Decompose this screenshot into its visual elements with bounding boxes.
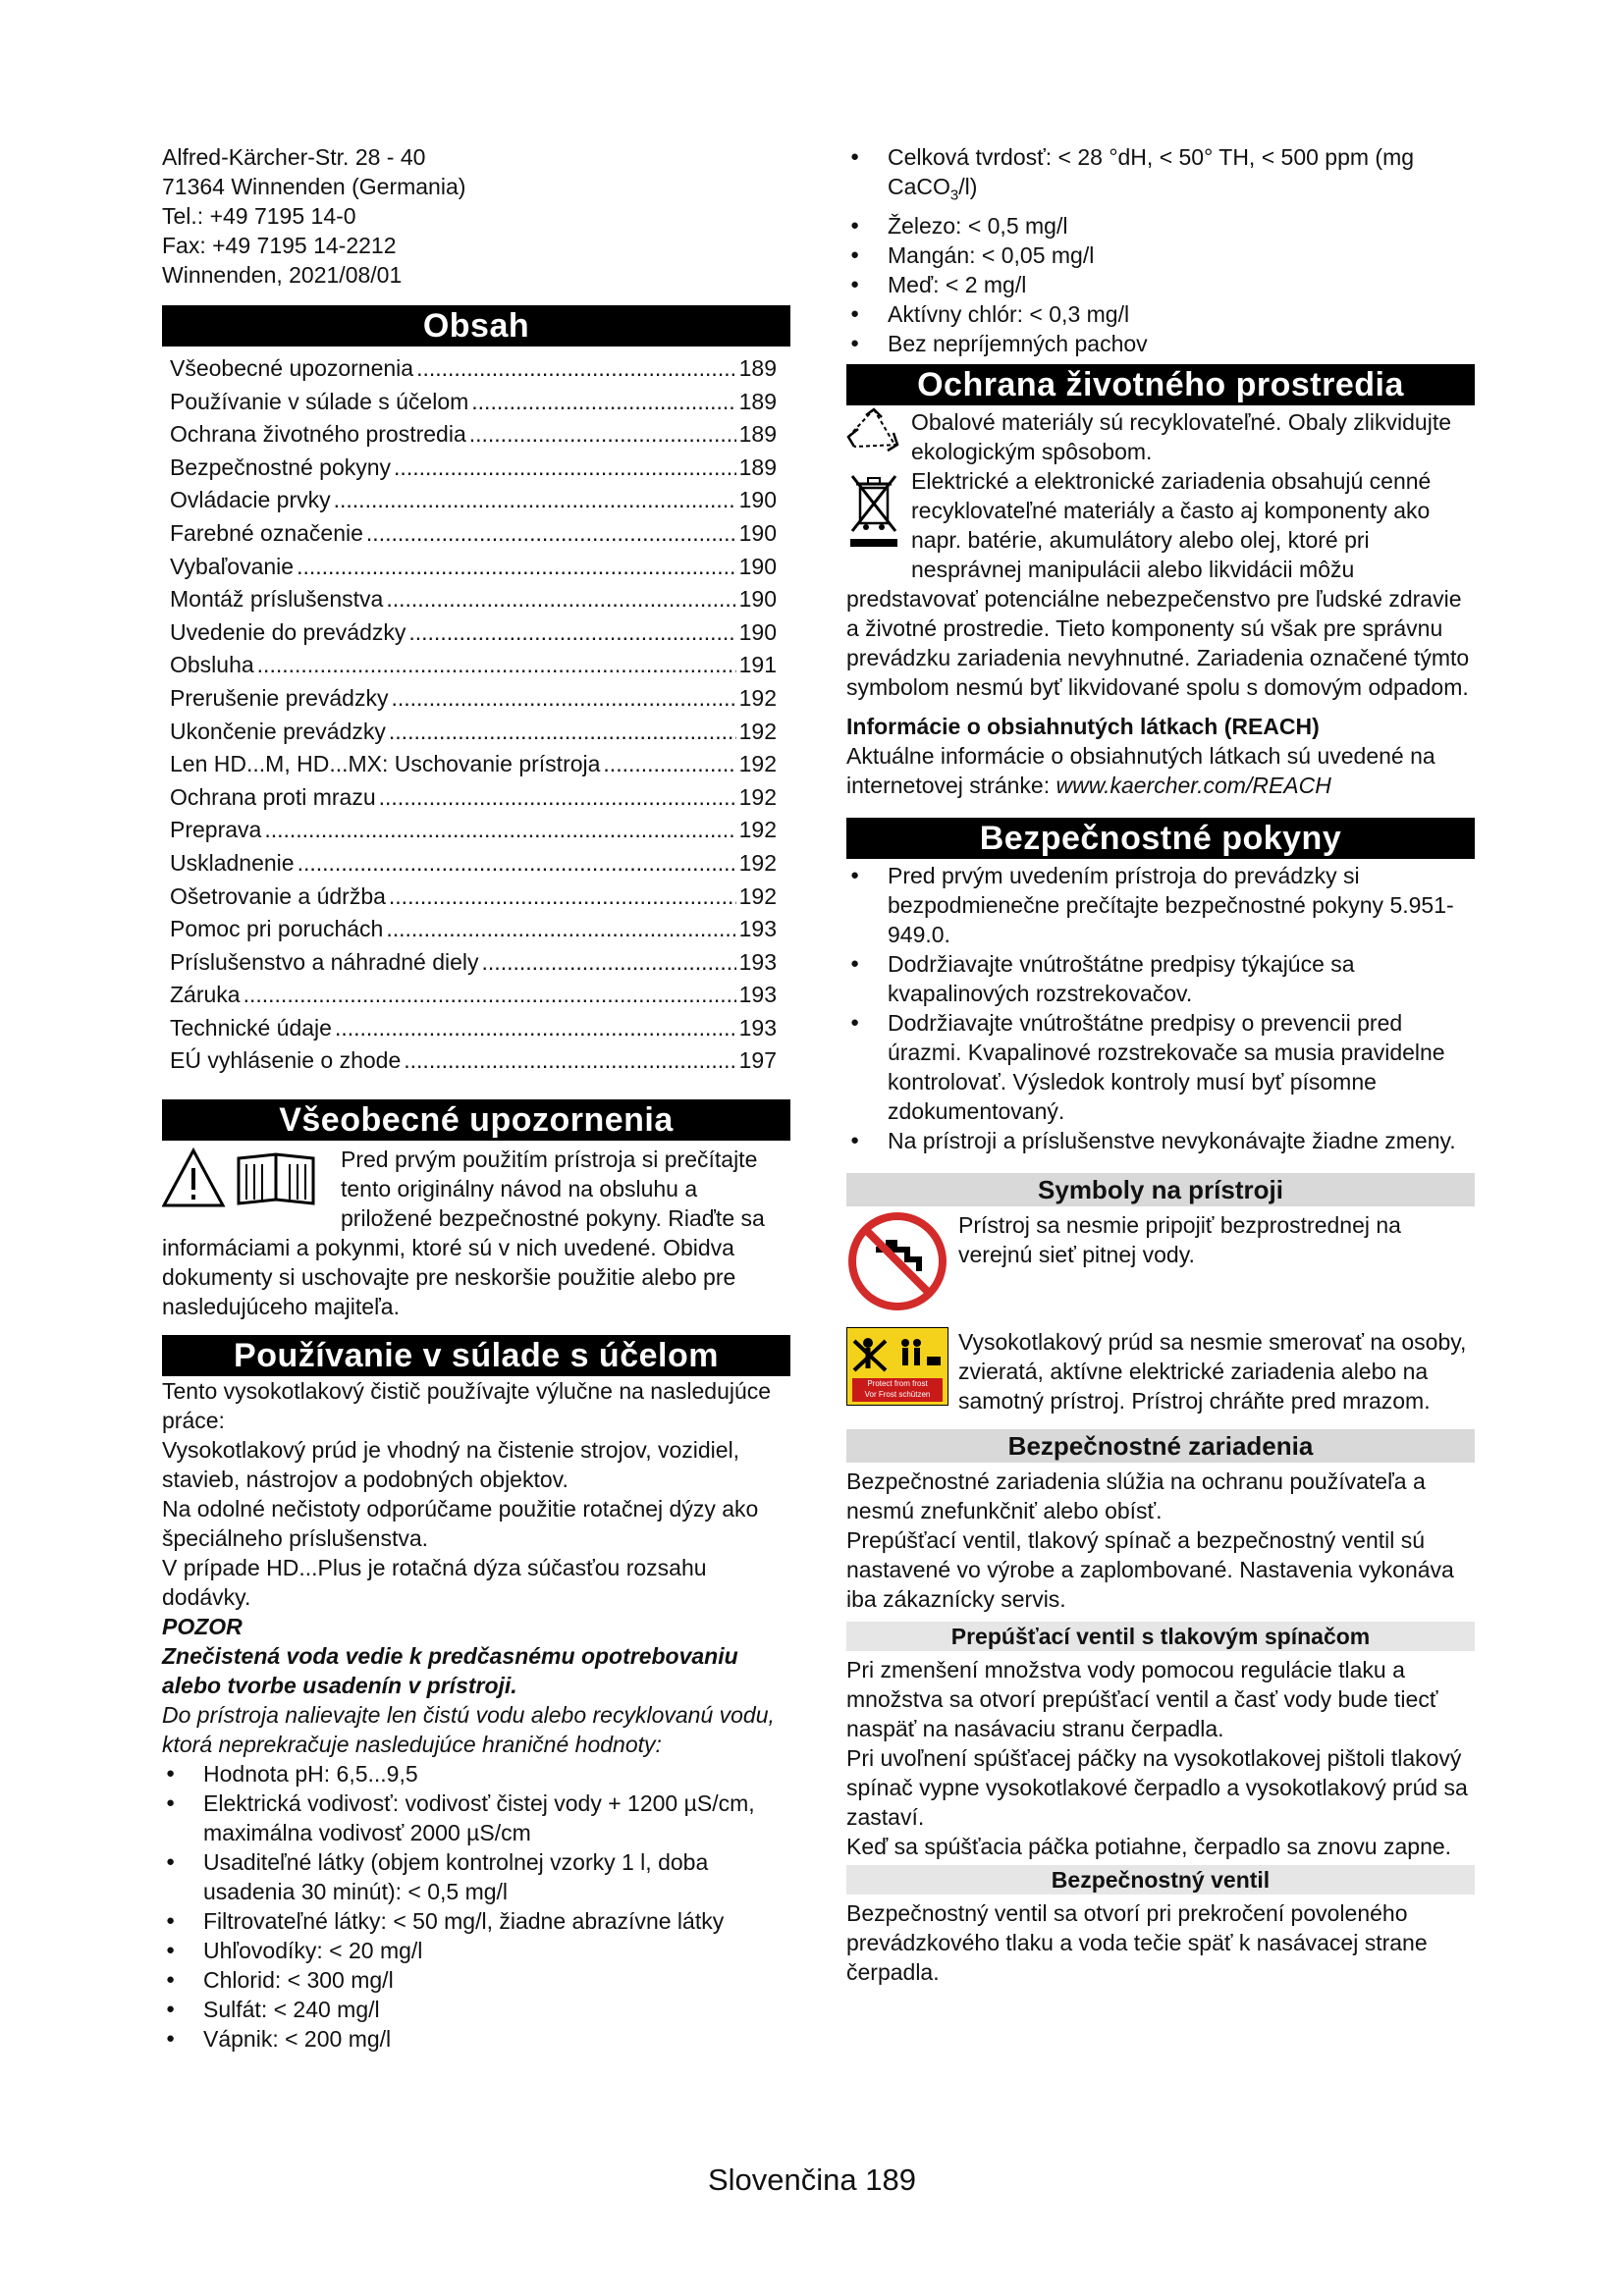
toc-entry[interactable]: [170, 386, 777, 419]
symbol-drinking-water: [846, 1210, 1475, 1319]
toc-entry[interactable]: [170, 847, 777, 881]
list-item: ● Meď: < 2 mg/l: [846, 270, 1475, 299]
toc-entry-title: Ochrana proti mrazu: [170, 783, 376, 810]
symbol-jet: [846, 1327, 1475, 1415]
devices-paragraph: Bezpečnostné zariadenia slúžia na ochranu používateľa a nesmú znefunkčniť alebo obísť.: [846, 1468, 1426, 1523]
caution-text: Do prístroja nalievajte len čistú vodu alebo recyklovanú vodu, ktorá neprekračuje nasledujúce hraničné hodnoty:: [162, 1702, 775, 1758]
list-item: ● Dodržiavajte vnútroštátne predpisy týkajúce sa kvapalinových rozstrekovačov.: [846, 949, 1475, 1008]
toc-dot-leader: [408, 616, 735, 650]
toc-dot-leader: [482, 946, 736, 980]
list-item: ● Celková tvrdosť: < 28 °dH, < 50° TH, < 500 ppm (mg CaCO$_3$/l): [846, 142, 1475, 211]
address-line: Tel.: +49 7195 14-0: [162, 203, 356, 229]
recycling-icon: [846, 407, 901, 465]
toc-entry-page: 189: [738, 355, 777, 381]
toc-entry[interactable]: [170, 352, 777, 386]
toc-entry-page: 193: [738, 916, 777, 942]
toc-entry-page: 191: [738, 652, 777, 678]
toc-dot-leader: [298, 847, 736, 881]
toc-dot-leader: [297, 551, 736, 584]
toc-entry-title: Len HD...M, HD...MX: Uschovanie prístroja: [170, 751, 601, 777]
frost-label: Vor Frost schützen: [864, 1389, 931, 1399]
overflow-paragraph: Pri uvoľnení spúšťacej páčky na vysokotlakovej pištoli tlakový spínač vypne vysokotlakové čerpadlo a vysokotlakový prúd sa zastaví.: [846, 1744, 1468, 1830]
toc-entry[interactable]: [170, 913, 777, 946]
toc-entry-page: 193: [738, 1014, 777, 1041]
usage-section: [162, 1376, 790, 2054]
list-item: ● Železo: < 0,5 mg/l: [846, 211, 1475, 240]
symbol2-text: Vysokotlakový prúd sa nesmie smerovať na osoby, zvieratá, aktívne elektrické zariadenia alebo na samotný prístroj. Prístroj chráňte pred mrazom.: [958, 1328, 1467, 1414]
caution-warning: Znečistená voda vedie k predčasnému opotrebovaniu alebo tvorbe usadenín v prístroji.: [162, 1643, 738, 1699]
toc-entry[interactable]: [170, 979, 777, 1012]
right-column: [846, 142, 1475, 1987]
warning-icon: [162, 1145, 331, 1218]
toc-entry-title: Obsluha: [170, 652, 254, 678]
list-item: ● Aktívny chlór: < 0,3 mg/l: [846, 299, 1475, 329]
usage-paragraph: Vysokotlakový prúd je vhodný na čistenie strojov, vozidiel, stavieb, nástrojov a podobných objektov.: [162, 1437, 740, 1493]
toc-dot-leader: [386, 913, 735, 946]
toc-entry-page: 192: [738, 783, 777, 810]
toc-entry-title: Ošetrovanie a údržba: [170, 882, 386, 909]
toc-entry-page: 189: [738, 421, 777, 448]
no-drinking-water-icon: [846, 1210, 948, 1319]
toc-entry[interactable]: [170, 551, 777, 584]
toc-entry-title: Montáž príslušenstva: [170, 586, 384, 613]
toc-entry-page: 190: [738, 553, 777, 579]
toc-entry[interactable]: [170, 649, 777, 682]
list-item: ● Bez nepríjemných pachov: [846, 329, 1475, 358]
toc-entry-title: Preprava: [170, 817, 262, 843]
environment-heading: Ochrana životného prostredia: [846, 364, 1475, 405]
toc-entry[interactable]: [170, 484, 777, 517]
no-spray-frost-icon: [846, 1327, 948, 1406]
toc-entry-page: 189: [738, 388, 777, 414]
toc-entry-title: Vybaľovanie: [170, 553, 295, 579]
safety-list: [846, 861, 1475, 1155]
toc-entry[interactable]: [170, 517, 777, 551]
caution-label: POZOR: [162, 1614, 243, 1640]
symbol1-text: Prístroj sa nesmie pripojiť bezprostrednej na verejnú sieť pitnej vody.: [958, 1211, 1401, 1267]
toc-entry-page: 192: [738, 817, 777, 843]
toc-entry-page: 193: [738, 948, 777, 975]
reach-title: Informácie o obsiahnutých látkach (REACH): [846, 713, 1320, 739]
toc-dot-leader: [257, 649, 736, 682]
toc-entry-page: 192: [738, 684, 777, 711]
crossed-bin-icon: [846, 470, 901, 556]
reach-text: [846, 741, 1475, 800]
address-line: Fax: +49 7195 14-2212: [162, 233, 397, 258]
toc-entry-page: 192: [738, 849, 777, 876]
address-line: Alfred-Kärcher-Str. 28 - 40: [162, 144, 426, 170]
toc-entry[interactable]: [170, 781, 777, 815]
footer-page-number: 189: [865, 2163, 916, 2197]
devices-heading: Bezpečnostné zariadenia: [846, 1429, 1475, 1463]
toc-entry-title: EÚ vyhlásenie o zhode: [170, 1047, 402, 1074]
list-item: ● Uhľovodíky: < 20 mg/l: [162, 1936, 790, 1965]
water-limits-list: [162, 1759, 790, 2054]
address-block: [162, 142, 790, 290]
toc-dot-leader: [416, 352, 736, 386]
address-line: 71364 Winnenden (Germania): [162, 174, 466, 199]
symbols-heading: Symboly na prístroji: [846, 1173, 1475, 1206]
address-line: Winnenden, 2021/08/01: [162, 262, 403, 288]
overflow-valve-heading: Prepúšťací ventil s tlakovým spínačom: [846, 1622, 1475, 1651]
toc-entry-title: Farebné označenie: [170, 519, 363, 546]
toc-entry-title: Prerušenie prevádzky: [170, 684, 389, 711]
safety-heading: Bezpečnostné pokyny: [846, 818, 1475, 859]
toc-entry-title: Záruka: [170, 982, 241, 1008]
toc-dot-leader: [334, 484, 736, 517]
toc-dot-leader: [469, 418, 736, 452]
general-section: [162, 1145, 790, 1321]
safety-valve-heading: Bezpečnostný ventil: [846, 1865, 1475, 1895]
toc-entry-title: Pomoc pri poruchách: [170, 916, 384, 942]
toc-dot-leader: [244, 979, 736, 1012]
toc-entry[interactable]: [170, 452, 777, 485]
reach-description: Aktuálne informácie o obsiahnutých látkach sú uvedené na internetovej stránke:: [846, 742, 1435, 798]
toc-entry[interactable]: [170, 1044, 777, 1078]
toc-dot-leader: [366, 517, 736, 551]
footer-language: Slovenčina: [707, 2163, 857, 2197]
toc-entry-page: 190: [738, 586, 777, 613]
toc-entry[interactable]: [170, 716, 777, 749]
toc-entry-page: 190: [738, 618, 777, 645]
weee-text: Elektrické a elektronické zariadenia obsahujú cenné recyklovateľné materiály a často aj komponenty ako napr. batérie, akumulátory alebo olej, ktoré pri nesprávnej manipulácii alebo likvidácii môžu predstavovať potenciálne nebezpečenstvo pre ľudské zdravie a životné prostredie. Tieto komponenty sú však pre správnu prevádzku zariadenia nevyhnutné. Zariadenia označené týmto symbolom nesmú byť likvidované spolu s domovým odpadom.: [846, 467, 1470, 700]
toc-entry-page: 190: [738, 519, 777, 546]
usage-paragraph: Tento vysokotlakový čistič používajte výlučne na nasledujúce práce:: [162, 1378, 772, 1434]
frost-label: Protect from frost: [867, 1378, 928, 1388]
toc-entry[interactable]: [170, 682, 777, 716]
toc-dot-leader: [379, 781, 736, 815]
toc-entry[interactable]: [170, 814, 777, 847]
toc-entry-title: Všeobecné upozornenia: [170, 355, 414, 381]
page-footer: [0, 2163, 1624, 2198]
toc-dot-leader: [394, 452, 736, 485]
toc-entry-page: 190: [738, 487, 777, 513]
left-column: [162, 142, 790, 2054]
toc-entry[interactable]: [170, 946, 777, 980]
overflow-paragraph: Pri zmenšení množstva vody pomocou regulácie tlaku a množstva sa otvorí prepúšťací ventil a časť vody bude tiecť naspäť na nasávaciu stranu čerpadla.: [846, 1656, 1438, 1741]
list-item: ● Na prístroji a príslušenstve nevykonávajte žiadne zmeny.: [846, 1126, 1475, 1155]
usage-paragraph: V prípade HD...Plus je rotačná dýza súčasťou rozsahu dodávky.: [162, 1555, 707, 1611]
toc-entry[interactable]: [170, 616, 777, 650]
environment-section: [846, 407, 1475, 800]
toc-entry-title: Ochrana životného prostredia: [170, 421, 466, 448]
toc-entry-page: 197: [738, 1047, 777, 1074]
list-item: ● Filtrovateľné látky: < 50 mg/l, žiadne abrazívne látky: [162, 1906, 790, 1936]
toc-entry-title: Príslušenstvo a náhradné diely: [170, 948, 479, 975]
list-item: ● Hodnota pH: 6,5...9,5: [162, 1759, 790, 1789]
toc-entry-page: 192: [738, 751, 777, 777]
list-item: ● Chlorid: < 300 mg/l: [162, 1965, 790, 1995]
toc-entry-title: Uskladnenie: [170, 849, 295, 876]
toc-dot-leader: [391, 682, 735, 716]
toc-dot-leader: [264, 814, 735, 847]
toc-dot-leader: [389, 881, 736, 914]
table-of-contents: [162, 352, 790, 1078]
devices-paragraph: Prepúšťací ventil, tlakový spínač a bezpečnostný ventil sú nastavené vo výrobe a zaplombované. Nastavenia vykonáva iba zákaznícky servis.: [846, 1526, 1454, 1612]
toc-dot-leader: [404, 1044, 735, 1078]
list-item: ● Mangán: < 0,05 mg/l: [846, 240, 1475, 270]
reach-link[interactable]: www.kaercher.com/REACH: [1056, 772, 1331, 798]
general-heading: Všeobecné upozornenia: [162, 1099, 790, 1141]
list-item: ● Pred prvým uvedením prístroja do prevádzky si bezpodmienečne prečítajte bezpečnostné pokyny 5.951-949.0.: [846, 861, 1475, 949]
toc-entry-title: Ukončenie prevádzky: [170, 718, 386, 744]
toc-dot-leader: [386, 583, 735, 616]
toc-entry-title: Technické údaje: [170, 1014, 332, 1041]
list-item: ● Sulfát: < 240 mg/l: [162, 1995, 790, 2024]
toc-entry-title: Uvedenie do prevádzky: [170, 618, 406, 645]
list-item: ● Elektrická vodivosť: vodivosť čistej vody + 1200 µS/cm, maximálna vodivosť 2000 µS/cm: [162, 1789, 790, 1847]
toc-entry[interactable]: [170, 881, 777, 914]
list-item: ● Vápnik: < 200 mg/l: [162, 2024, 790, 2054]
water-limits-list-continued: [846, 142, 1475, 358]
toc-entry[interactable]: [170, 583, 777, 616]
general-text: Pred prvým použitím prístroja si prečítajte tento originálny návod na obsluhu a priložené bezpečnostné pokyny. Riaďte sa informáciami a pokynmi, ktoré sú v nich uvedené. Obidva dokumenty si uschovajte pre neskoršie použitie alebo pre nasledujúceho majiteľa.: [162, 1147, 765, 1320]
toc-entry-page: 192: [738, 882, 777, 909]
safety-valve-text: Bezpečnostný ventil sa otvorí pri prekročení povoleného prevádzkového tlaku a voda tečie späť k nasávacej strane čerpadla.: [846, 1899, 1428, 1985]
packaging-text: Obalové materiály sú recyklovateľné. Obaly zlikvidujte ekologickým spôsobom.: [911, 408, 1452, 464]
toc-entry[interactable]: [170, 418, 777, 452]
list-item: ● Usaditeľné látky (objem kontrolnej vzorky 1 l, doba usadenia 30 minút): < 0,5 mg/l: [162, 1847, 790, 1906]
toc-heading: Obsah: [162, 305, 790, 347]
list-item: ● Dodržiavajte vnútroštátne predpisy o prevencii pred úrazmi. Kvapalinové rozstrekovače sa musia pravidelne kontrolovať. Výsledok kontroly musí byť písomne zdokumentovaný.: [846, 1008, 1475, 1126]
toc-entry-title: Bezpečnostné pokyny: [170, 454, 392, 480]
toc-entry-page: 189: [738, 454, 777, 480]
toc-dot-leader: [335, 1012, 736, 1045]
toc-entry-page: 193: [738, 982, 777, 1008]
usage-paragraph: Na odolné nečistoty odporúčame použitie rotačnej dýzy ako špeciálneho príslušenstva.: [162, 1496, 759, 1552]
toc-entry-title: Používanie v súlade s účelom: [170, 388, 469, 414]
toc-dot-leader: [603, 748, 735, 781]
toc-entry-page: 192: [738, 718, 777, 744]
toc-entry[interactable]: [170, 748, 777, 781]
toc-entry[interactable]: [170, 1012, 777, 1045]
overflow-paragraph: Keď sa spúšťacia páčka potiahne, čerpadlo sa znovu zapne.: [846, 1833, 1452, 1859]
toc-dot-leader: [471, 386, 735, 419]
usage-heading: Používanie v súlade s účelom: [162, 1335, 790, 1376]
toc-dot-leader: [389, 716, 736, 749]
toc-entry-title: Ovládacie prvky: [170, 487, 331, 513]
